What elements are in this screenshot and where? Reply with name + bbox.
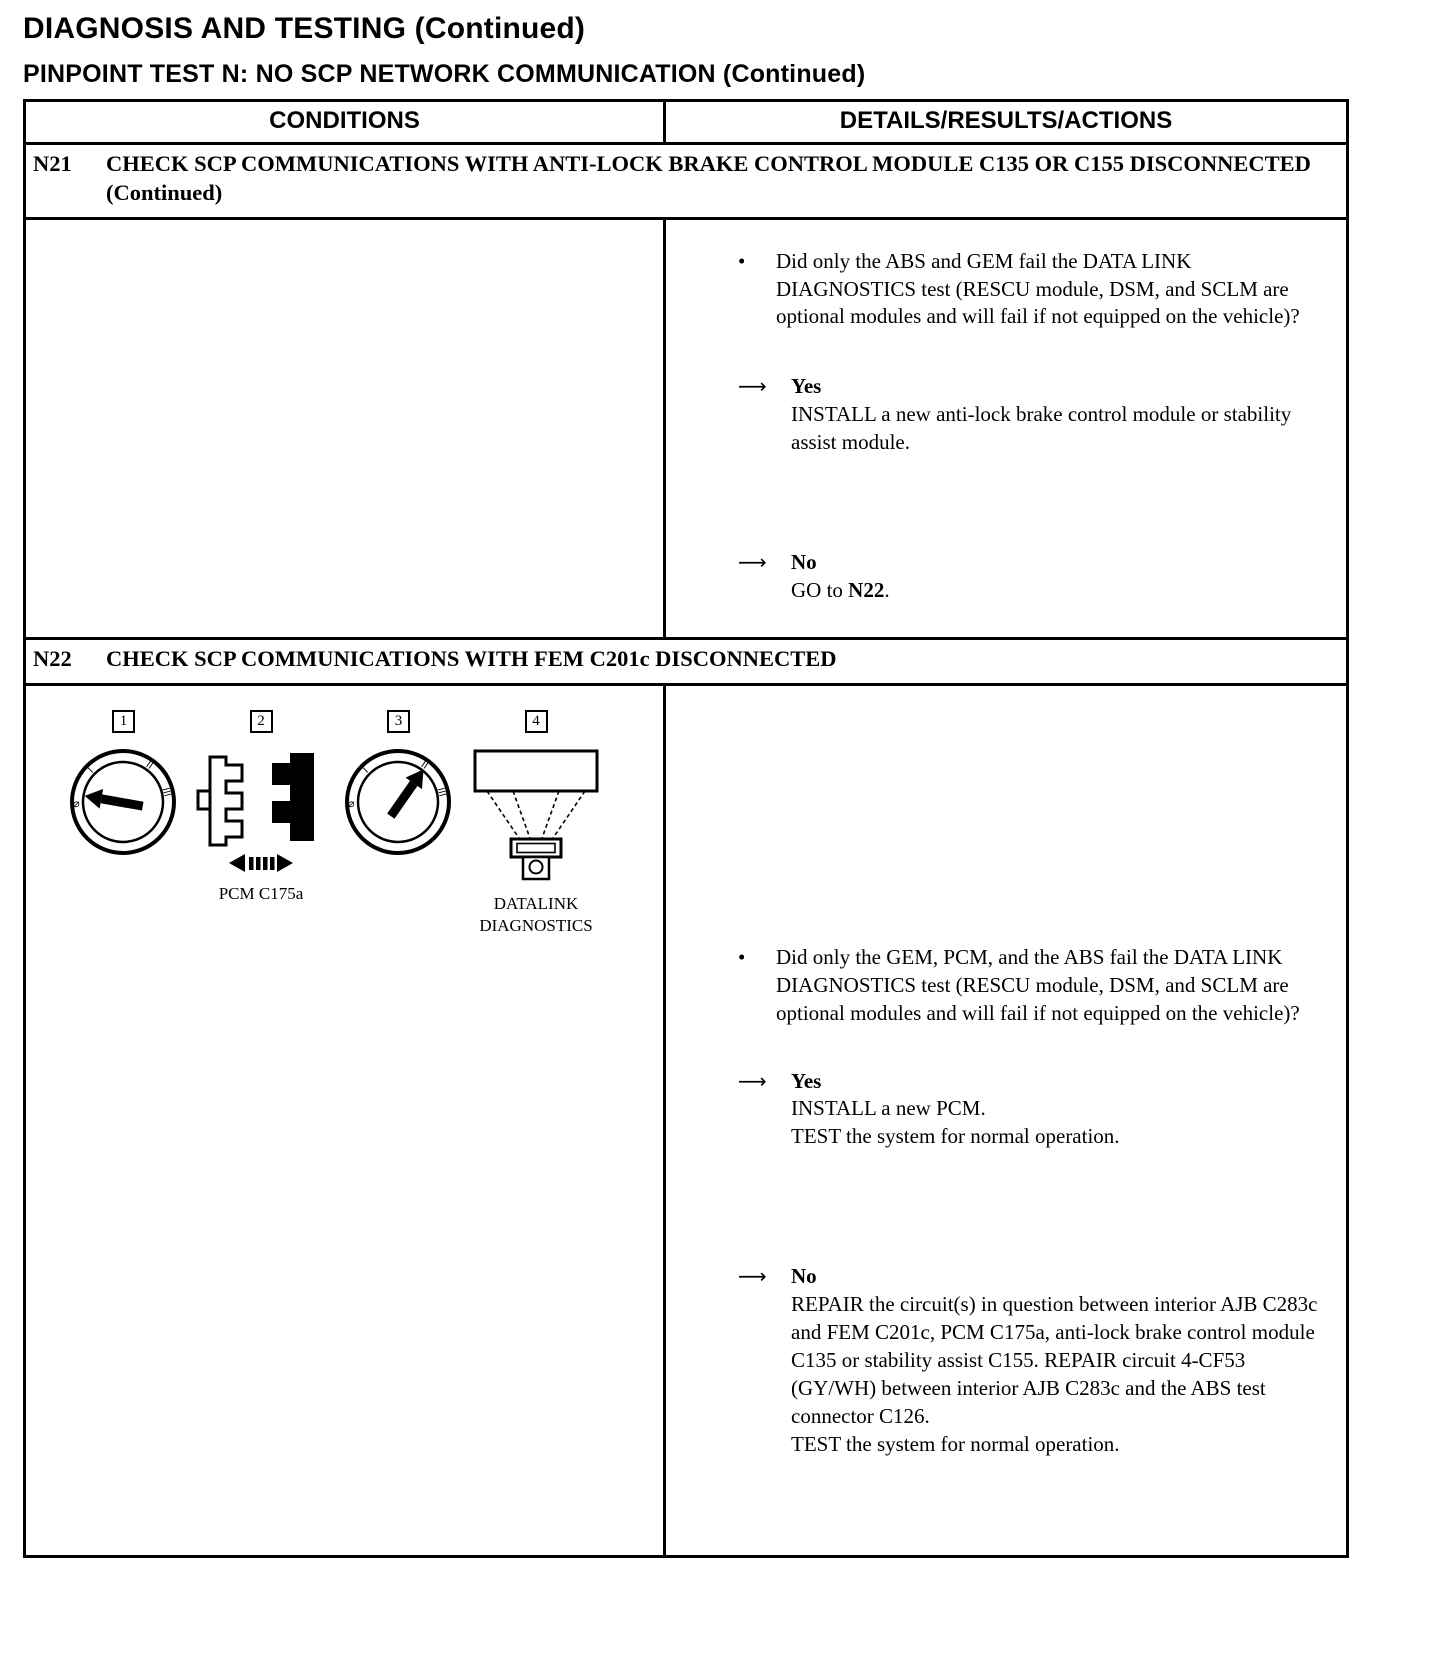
step-n21-title-row xyxy=(26,145,1346,220)
go-to-target: N22 xyxy=(848,578,885,603)
figure-ignition-run xyxy=(341,710,456,860)
step-n21-body-row xyxy=(26,220,1346,640)
question-item xyxy=(738,248,1320,332)
step-n22-title-row xyxy=(26,640,1346,686)
figure-label-line1: DATALINK xyxy=(493,893,579,913)
step-n22-id: N22 xyxy=(33,645,72,671)
arrow-icon: ⟶ xyxy=(738,550,767,575)
step-n22-details-cell xyxy=(666,686,1346,1555)
step-n22-title: CHECK SCP COMMUNICATIONS WITH FEM C201c DISCONNECTED xyxy=(106,645,837,671)
step-n21-details-cell xyxy=(666,220,1346,637)
message-center-display-icon xyxy=(461,745,611,887)
connector-disconnect-icon xyxy=(186,745,336,877)
step-n22-conditions-cell xyxy=(26,686,666,1555)
key-position-arrow xyxy=(83,786,145,816)
ignition-mark-off: ⌀ xyxy=(73,796,80,810)
yes-label: Yes xyxy=(791,1068,822,1093)
no-label: No xyxy=(791,1264,817,1289)
conditions-header: CONDITIONS xyxy=(26,102,666,142)
figure-label xyxy=(479,893,592,937)
no-action-1: REPAIR the circuit(s) in question between interior AJB C283c and FEM C201c, PCM C175a, anti-lock brake control module C135 or stability assist C155. REPAIR circuit 4-CF53 (GY/WH) between interior AJB C283c and the ABS test connector C126. xyxy=(791,1292,1318,1428)
disconnect-arrow xyxy=(229,854,293,872)
ignition-switch-run-icon xyxy=(341,745,456,860)
question-text: Did only the GEM, PCM, and the ABS fail the DATA LINK DIAGNOSTICS test (RESCU module, DSM, and SCLM are optional modules and will fail if not equipped on the vehicle)? xyxy=(776,944,1300,1025)
ignition-mark-start: III xyxy=(159,786,173,798)
no-action xyxy=(791,577,890,605)
yes-result-body xyxy=(791,373,1320,457)
details-header: DETAILS/RESULTS/ACTIONS xyxy=(839,107,1173,134)
bullet-icon: • xyxy=(738,944,746,969)
yes-action-1: INSTALL a new PCM. xyxy=(791,1096,986,1121)
figure-pcm-connector xyxy=(186,710,336,905)
go-to-suffix: . xyxy=(884,578,890,603)
arrow-icon: ⟶ xyxy=(738,1068,767,1093)
no-action-2: TEST the system for normal operation. xyxy=(791,1431,1120,1456)
yes-label: Yes xyxy=(791,374,822,399)
no-result-item xyxy=(738,549,1320,605)
no-result-body xyxy=(791,549,890,605)
figure-number-box: 3 xyxy=(387,710,410,733)
ignition-mark-start: III xyxy=(434,786,448,798)
arrow-icon: ⟶ xyxy=(738,1264,767,1289)
ignition-mark-off: ⌀ xyxy=(348,796,355,810)
no-label: No xyxy=(791,550,817,575)
step-n21-conditions-cell xyxy=(26,220,666,637)
yes-result-item xyxy=(738,1068,1320,1152)
go-to-text: GO to xyxy=(791,578,849,603)
question-item xyxy=(738,944,1320,1028)
figure-label-line2: DIAGNOSTICS xyxy=(479,915,593,935)
figure-number-box: 2 xyxy=(250,710,273,733)
yes-result-item xyxy=(738,373,1320,457)
connector-half-outline xyxy=(210,757,242,845)
connector-half-solid xyxy=(272,753,314,841)
question-text: Did only the ABS and GEM fail the DATA LINK DIAGNOSTICS test (RESCU module, DSM, and SCLM are optional modules and will fail if not equipped on the vehicle)? xyxy=(776,248,1300,329)
ignition-mark-acc: I xyxy=(361,765,371,776)
no-result-body xyxy=(791,1263,1320,1458)
yes-action-2: TEST the system for normal operation. xyxy=(791,1124,1120,1149)
no-result-item xyxy=(738,1263,1320,1458)
ignition-mark-run: II xyxy=(143,759,155,772)
table-header-row xyxy=(26,102,1346,145)
yes-result-body xyxy=(791,1068,1120,1152)
figure-ignition-off xyxy=(66,710,181,860)
bullet-icon: • xyxy=(738,248,746,273)
step-n21-title: CHECK SCP COMMUNICATIONS WITH ANTI-LOCK BRAKE CONTROL MODULE C135 OR C155 DISCONNECTED (Continued) xyxy=(106,151,1311,205)
procedure-figures xyxy=(26,686,663,937)
step-n21-id: N21 xyxy=(33,151,72,176)
pinpoint-test-table xyxy=(23,99,1349,1558)
page-title: DIAGNOSIS AND TESTING (Continued) xyxy=(23,12,586,45)
figure-datalink-display xyxy=(461,710,611,937)
figure-number-box: 1 xyxy=(112,710,135,733)
section-title: PINPOINT TEST N: NO SCP NETWORK COMMUNICATION (Continued) xyxy=(23,60,866,88)
step-n22-body-row xyxy=(26,686,1346,1555)
arrow-icon: ⟶ xyxy=(738,374,767,399)
figure-number-box: 4 xyxy=(525,710,548,733)
ignition-mark-run: II xyxy=(418,759,430,772)
ignition-switch-off-icon xyxy=(66,745,181,860)
figure-label: PCM C175a xyxy=(218,883,304,903)
ignition-mark-acc: I xyxy=(86,765,96,776)
yes-action: INSTALL a new anti-lock brake control module or stability assist module. xyxy=(791,402,1292,455)
